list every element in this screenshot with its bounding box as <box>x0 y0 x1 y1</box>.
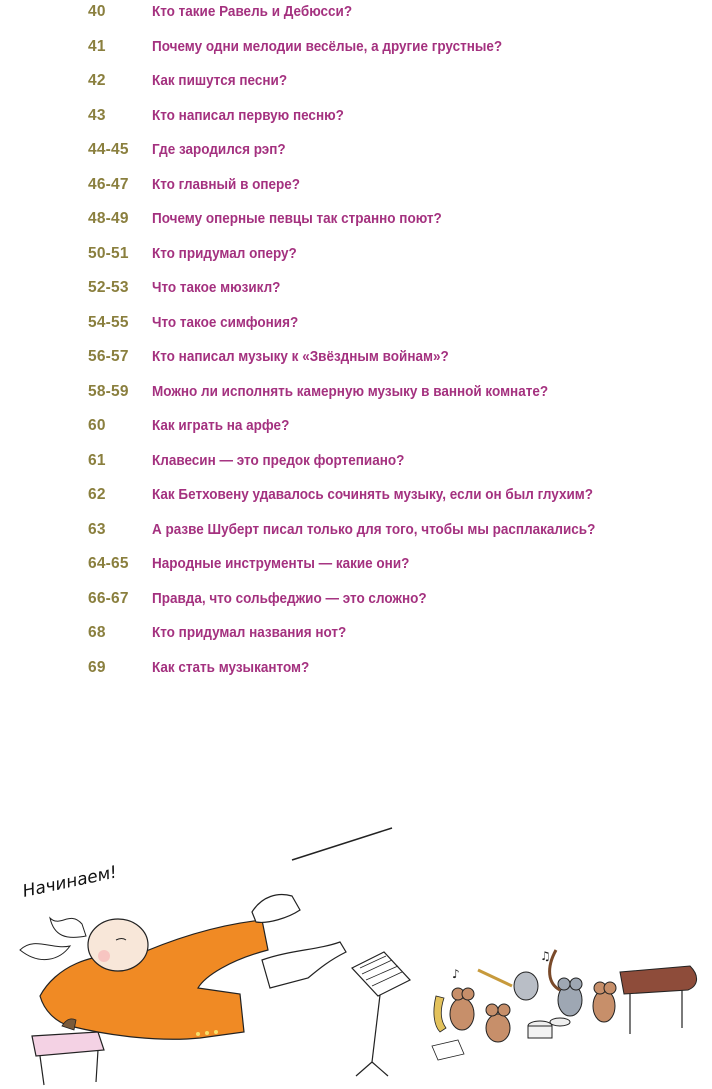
mouse-orchestra <box>432 949 697 1060</box>
toc-page-number: 61 <box>88 451 106 469</box>
toc-page-number: 41 <box>88 37 106 55</box>
toc-title: Кто такие Равель и Дебюсси? <box>152 3 353 20</box>
svg-text:♪: ♪ <box>452 967 460 981</box>
music-stand-icon <box>352 952 410 1076</box>
toc-title: Что такое симфония? <box>152 313 299 331</box>
toc-page-number: 56-57 <box>88 348 129 365</box>
toc-title: Кто придумал названия нот? <box>152 624 347 641</box>
toc-title: Как Бетховену удавалось сочинять музыку, если он был глухим? <box>152 486 594 503</box>
toc-page-number: 48-49 <box>88 210 129 227</box>
toc-title: Как играть на арфе? <box>152 417 290 434</box>
toc-title: Можно ли исполнять камерную музыку в ванной комнате? <box>152 382 549 400</box>
speech-text: Начинаем! <box>20 862 119 902</box>
toc-title: Кто главный в опере? <box>152 175 301 193</box>
toc-row[interactable] <box>0 549 712 579</box>
toc-row[interactable] <box>0 0 712 27</box>
toc-page-number: 64-65 <box>88 555 129 572</box>
toc-title: Кто написал первую песню? <box>152 106 344 124</box>
toc-row[interactable] <box>0 170 712 200</box>
baton-icon <box>292 828 392 860</box>
toc-row[interactable] <box>0 135 712 165</box>
toc-row[interactable] <box>0 411 712 441</box>
toc-title: Почему оперные певцы так странно поют? <box>152 210 442 227</box>
toc-title: Что такое мюзикл? <box>152 279 281 296</box>
toc-row[interactable] <box>0 480 712 510</box>
toc-page-number: 44-45 <box>88 141 129 158</box>
piano-icon <box>620 966 697 994</box>
toc-title: Где зародился рэп? <box>152 141 286 158</box>
toc-title: Почему одни мелодии весёлые, а другие грустные? <box>152 37 503 55</box>
svg-text:♫: ♫ <box>540 949 551 963</box>
toc-row[interactable] <box>0 32 712 62</box>
toc-row[interactable] <box>0 446 712 476</box>
toc-title: А разве Шуберт писал только для того, чтобы мы расплакались? <box>152 520 596 538</box>
toc-row[interactable] <box>0 273 712 303</box>
stool-icon <box>32 1032 104 1085</box>
toc-row[interactable] <box>0 342 712 372</box>
toc-row[interactable] <box>0 308 712 338</box>
toc-title: Клавесин — это предок фортепиано? <box>152 451 405 469</box>
toc-page-number: 43 <box>88 106 106 124</box>
toc-title: Как стать музыкантом? <box>152 658 310 676</box>
toc-page-number: 42 <box>88 72 106 89</box>
toc-page-number: 60 <box>88 417 106 434</box>
trumpet-icon <box>478 970 512 986</box>
toc-row[interactable] <box>0 239 712 269</box>
conductor-head <box>88 919 148 971</box>
toc-page-number: 69 <box>88 658 106 676</box>
toc-row[interactable] <box>0 101 712 131</box>
conductor-orchestra-illustration <box>0 800 712 1089</box>
toc-row[interactable] <box>0 618 712 648</box>
toc-title: Кто придумал оперу? <box>152 244 297 262</box>
toc-page-number: 63 <box>88 520 106 538</box>
conductor-figure <box>20 828 392 1085</box>
toc-title: Народные инструменты — какие они? <box>152 555 410 572</box>
toc-page-number: 54-55 <box>88 313 129 331</box>
saxophone-icon <box>434 996 446 1032</box>
toc-page-number: 52-53 <box>88 279 129 296</box>
toc-row[interactable] <box>0 204 712 234</box>
toc-page-number: 66-67 <box>88 589 129 607</box>
toc-row[interactable] <box>0 584 712 614</box>
toc-title: Кто написал музыку к «Звёздным войнам»? <box>152 348 449 365</box>
toc-row[interactable] <box>0 515 712 545</box>
toc-title: Как пишутся песни? <box>152 72 288 89</box>
toc-page-number: 58-59 <box>88 382 129 400</box>
toc-page-number: 40 <box>88 3 106 20</box>
toc-title: Правда, что сольфеджио — это сложно? <box>152 589 427 607</box>
toc-page-number: 50-51 <box>88 244 129 262</box>
toc-row[interactable] <box>0 66 712 96</box>
toc-page-number: 62 <box>88 486 106 503</box>
toc-row[interactable] <box>0 653 712 683</box>
toc-page-number: 68 <box>88 624 106 641</box>
toc-page-number: 46-47 <box>88 175 129 193</box>
toc-row[interactable] <box>0 377 712 407</box>
